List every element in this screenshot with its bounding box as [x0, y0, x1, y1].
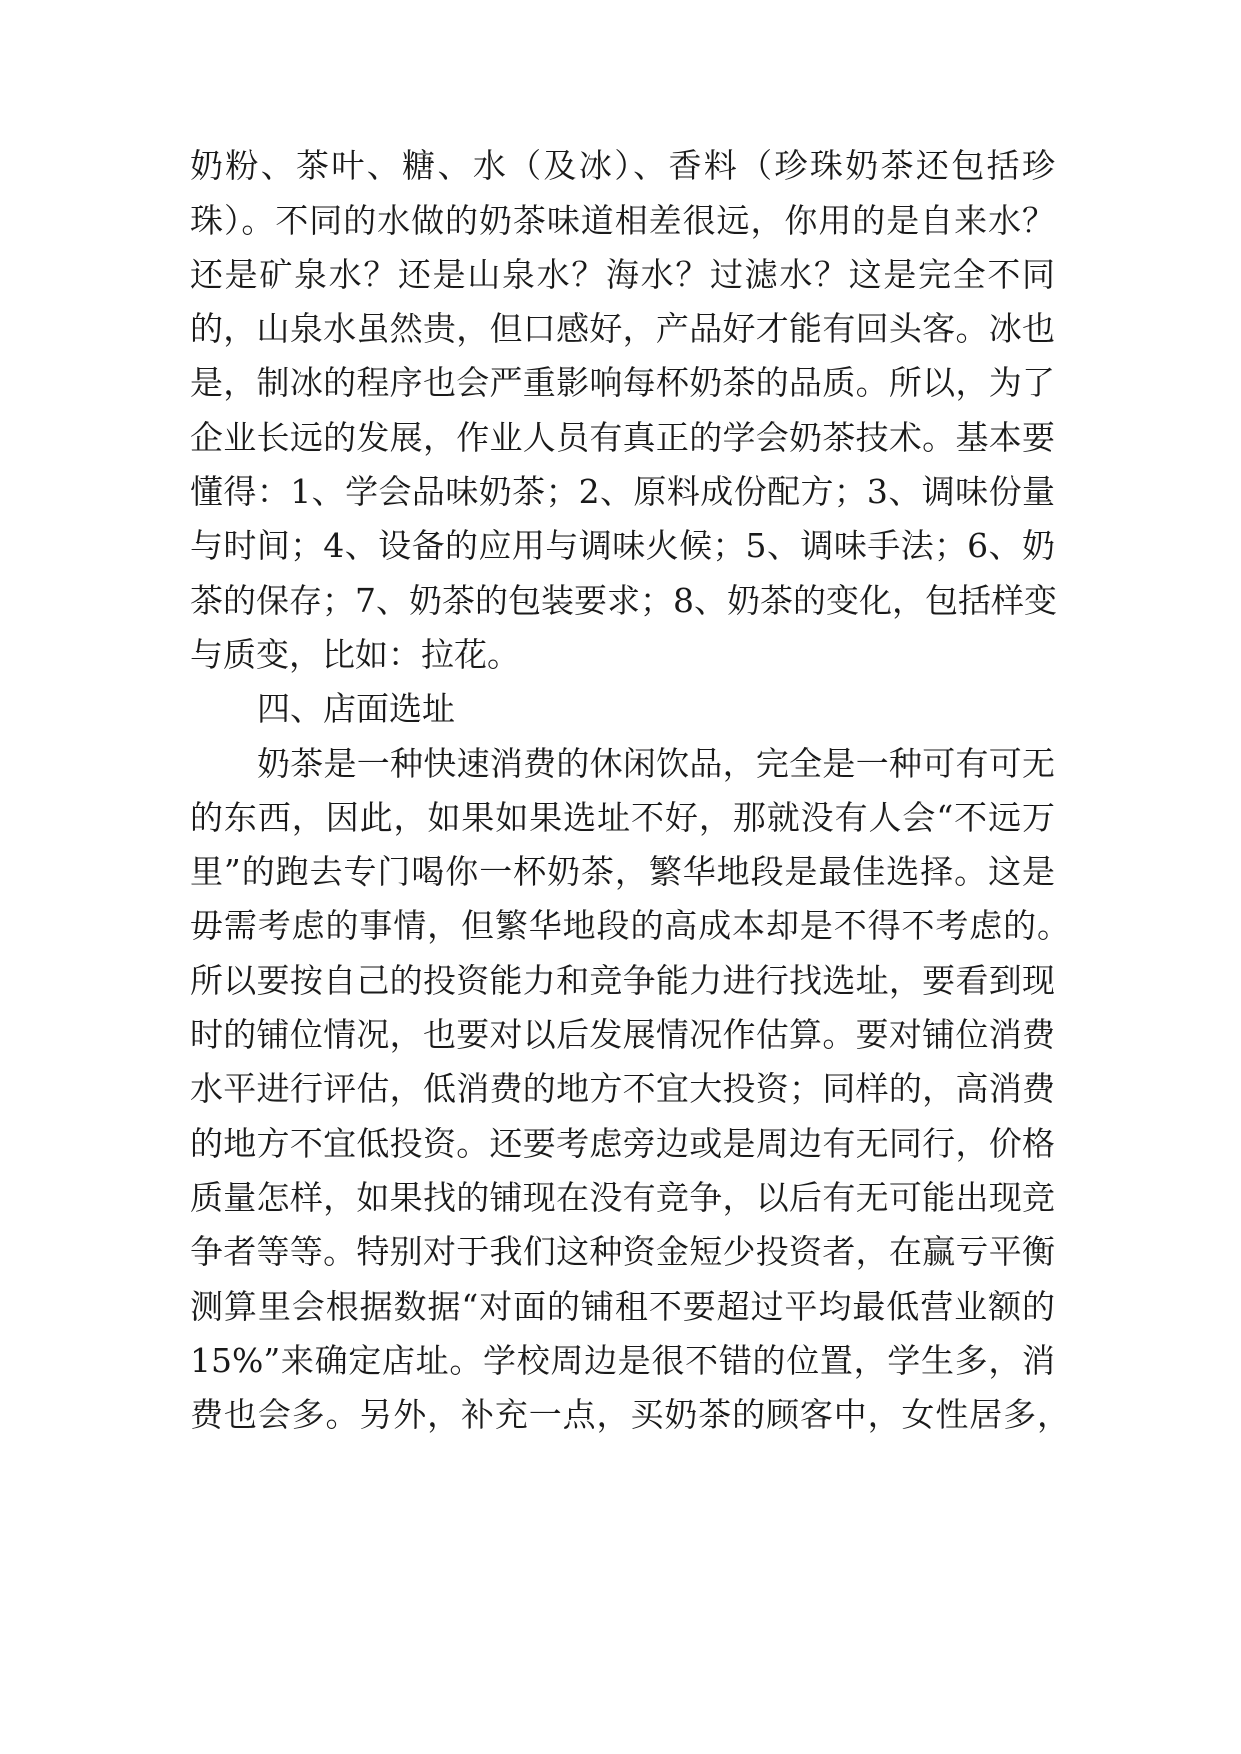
paragraph-line: 争者等等。特别对于我们这种资金短少投资者，在赢亏平衡 [190, 1232, 1055, 1271]
paragraph-line: 茶的保存；7、奶茶的包装要求；8、奶茶的变化，包括样变 [190, 581, 1057, 620]
paragraph-line: 奶粉、茶叶、糖、水（及冰）、香料（珍珠奶茶还包括珍 [190, 146, 1055, 185]
paragraph-line: 还是矿泉水？还是山泉水？海水？过滤水？这是完全不同 [190, 255, 1055, 294]
paragraph-line: 15%”来确定店址。学校周边是很不错的位置，学生多，消 [190, 1341, 1055, 1380]
paragraph-line: 珠）。不同的水做的奶茶味道相差很远，你用的是自来水？ [190, 201, 1055, 240]
paragraph-line: 质量怎样，如果找的铺现在没有竞争，以后有无可能出现竞 [190, 1178, 1055, 1217]
paragraph-line: 企业长远的发展，作业人员有真正的学会奶茶技术。基本要 [190, 418, 1055, 457]
paragraph-line: 的，山泉水虽然贵，但口感好，产品好才能有回头客。冰也 [190, 309, 1055, 348]
paragraph-line: 奶茶是一种快速消费的休闲饮品，完全是一种可有可无 [257, 744, 1055, 783]
paragraph-line: 水平进行评估，低消费的地方不宜大投资；同样的，高消费 [190, 1069, 1055, 1108]
paragraph-line: 的地方不宜低投资。还要考虑旁边或是周边有无同行，价格 [190, 1124, 1055, 1163]
section-heading: 四、店面选址 [257, 689, 455, 728]
paragraph-line: 里”的跑去专门喝你一杯奶茶，繁华地段是最佳选择。这是 [190, 852, 1055, 891]
paragraph-line: 与时间；4、设备的应用与调味火候；5、调味手法；6、奶 [190, 526, 1055, 565]
paragraph-line: 测算里会根据数据“对面的铺租不要超过平均最低营业额的 [190, 1287, 1055, 1326]
paragraph-line: 时的铺位情况，也要对以后发展情况作估算。要对铺位消费 [190, 1015, 1055, 1054]
paragraph-line: 与质变，比如：拉花。 [190, 635, 520, 674]
paragraph-line: 费也会多。另外，补充一点，买奶茶的顾客中，女性居多， [190, 1395, 1070, 1434]
paragraph-line: 毋需考虑的事情，但繁华地段的高成本却是不得不考虑的。 [190, 906, 1070, 945]
paragraph-line: 懂得：1、学会品味奶茶；2、原料成份配方；3、调味份量 [190, 472, 1055, 511]
paragraph-line: 的东西，因此，如果如果选址不好，那就没有人会“不远万 [190, 798, 1055, 837]
paragraph-line: 所以要按自己的投资能力和竞争能力进行找选址，要看到现 [190, 961, 1055, 1000]
paragraph-line: 是，制冰的程序也会严重影响每杯奶茶的品质。所以，为了 [190, 363, 1055, 402]
